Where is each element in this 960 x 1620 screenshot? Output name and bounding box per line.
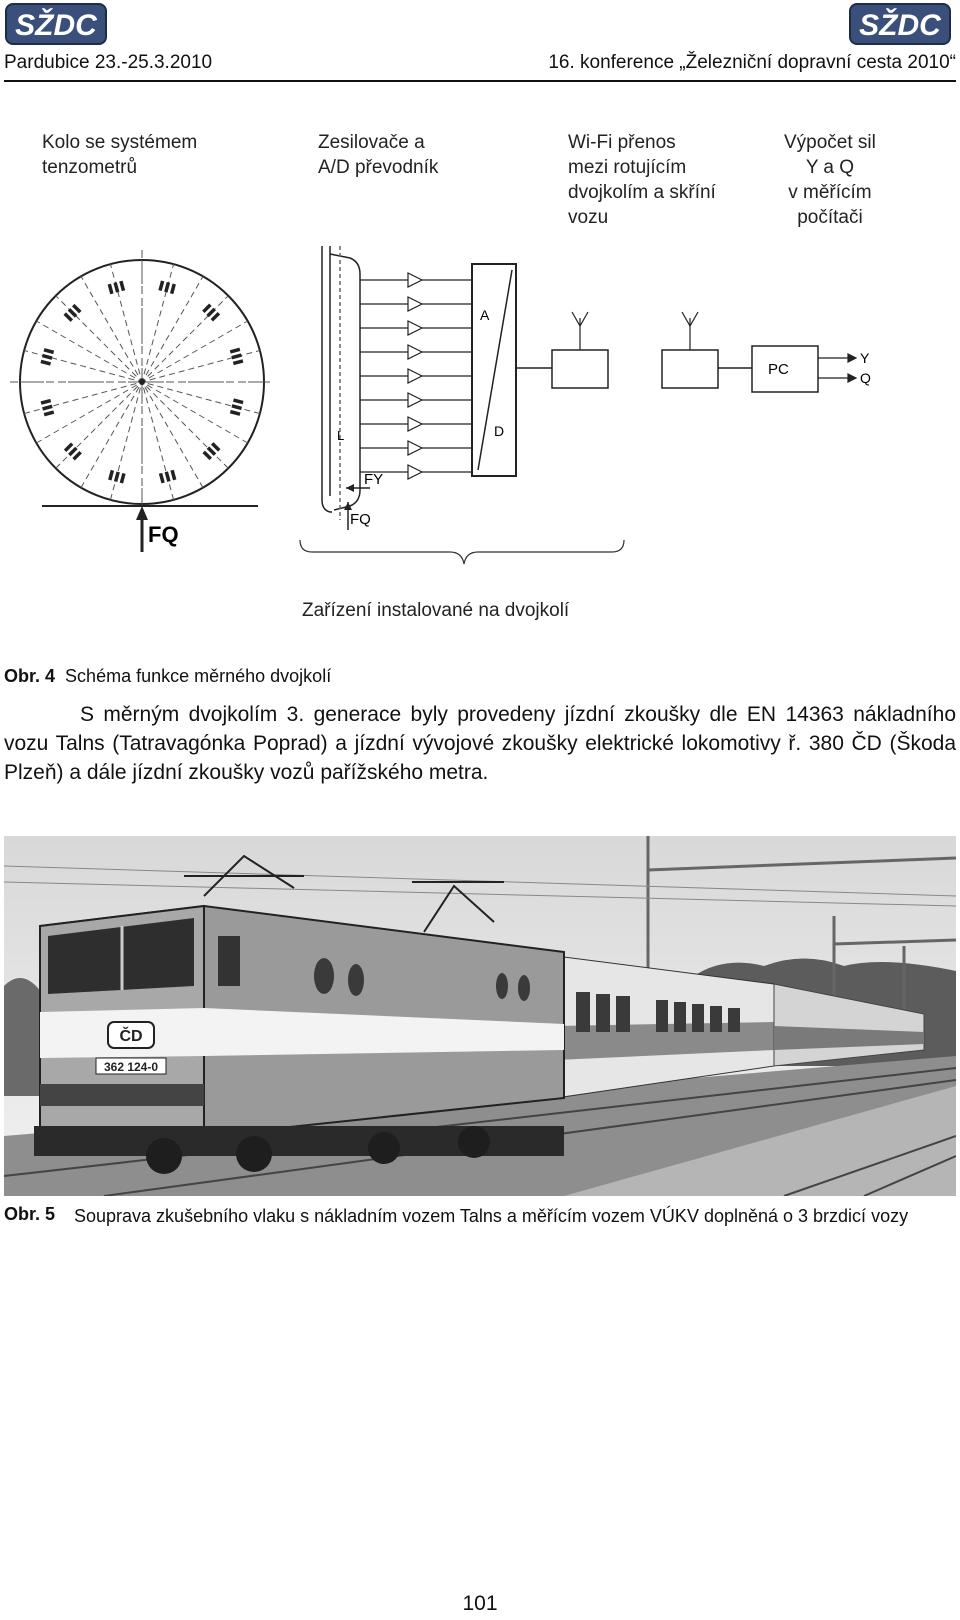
szdc-logo-right	[848, 2, 952, 46]
fq-label: FQ	[148, 522, 179, 547]
strain-gauge	[230, 398, 244, 416]
strain-gauge	[230, 348, 244, 366]
strain-gauge	[108, 470, 126, 484]
fy-label: FY	[364, 471, 384, 488]
loco-number: 362 124-0	[103, 1060, 159, 1074]
label-amplifiers: Zesilovače a A/D převodník	[318, 132, 439, 178]
figure5-caption-number: Obr. 5	[4, 1204, 56, 1224]
label-wifi-transfer: Wi-Fi přenos mezi rotujícím dvojkolím a skříní vozu	[568, 132, 716, 228]
strain-gauge	[159, 470, 177, 484]
wheelset-diagram	[0, 240, 960, 620]
strain-gauge	[158, 280, 176, 294]
figure5-caption-text: Souprava zkušebního vlaku s nákladním vozem Talns a měřícím vozem VÚKV doplněná o 3 brzdicí vozy	[74, 1206, 909, 1226]
ad-converter	[472, 264, 516, 476]
figure4-caption	[4, 666, 331, 687]
wifi-transmitter	[552, 312, 608, 388]
amplifier-triangle	[408, 393, 422, 407]
a-label: A	[480, 307, 490, 323]
header-right-text: 16. konference „Železniční dopravní cesta 2010“	[548, 52, 956, 73]
figure4-caption-text: Schéma funkce měrného dvojkolí	[65, 666, 332, 686]
body-paragraph-block	[4, 700, 956, 787]
strain-gauge	[40, 348, 54, 366]
pc-label: PC	[768, 361, 789, 378]
strain-gauge	[108, 281, 126, 295]
figure5-caption	[4, 1204, 956, 1228]
amplifier-triangle	[408, 273, 422, 287]
label-force-computation: Výpočet sil Y a Q v měřícím počítači	[784, 132, 876, 228]
wifi-receiver	[662, 312, 718, 388]
page-number: 101	[462, 1592, 498, 1615]
amplifier-triangle	[408, 369, 422, 383]
fq-arrow	[136, 506, 148, 552]
amplifier-triangle	[408, 441, 422, 455]
amplifier-triangle	[408, 465, 422, 479]
installation-bracket	[300, 540, 624, 564]
d-label: D	[494, 423, 505, 439]
body-paragraph: S měrným dvojkolím 3. generace byly provedeny jízdní zkoušky dle EN 14363 nákladního vozu Talns (Tatravagónka Poprad) a jízdní vývojové zkoušky elektrické lokomotivy ř. 380 ČD (Škoda Plzeň) a dále jízdní zkoušky vozů pařížského metra.	[4, 703, 956, 784]
amplifier-triangle	[408, 417, 422, 431]
strain-gauge	[41, 399, 55, 417]
svg-text:SŽDC: SŽDC	[859, 9, 941, 42]
label-wheel-strain-gauges: Kolo se systémem tenzometrů	[42, 132, 198, 178]
amplifier-triangle	[408, 321, 422, 335]
q-output-label: Q	[860, 370, 871, 386]
train-photo	[4, 836, 956, 1196]
y-output-label: Y	[860, 350, 870, 366]
bracket-label: Zařízení instalované na dvojkolí	[302, 600, 570, 621]
amplifier-triangle	[408, 297, 422, 311]
svg-text:SŽDC: SŽDC	[15, 9, 97, 42]
amplifier-channels	[360, 273, 472, 479]
wheel-profile	[322, 246, 360, 520]
figure4-caption-number: Obr. 4	[4, 666, 56, 686]
header-divider	[4, 80, 956, 82]
amplifier-triangle	[408, 345, 422, 359]
pc-outputs	[818, 354, 856, 382]
szdc-logo-left	[4, 2, 108, 46]
l-label: L	[337, 428, 345, 443]
header-left-text: Pardubice 23.-25.3.2010	[4, 52, 213, 73]
wheel-with-gauges	[10, 250, 274, 514]
fq-small-label: FQ	[350, 511, 371, 528]
loco-logo: ČD	[119, 1028, 143, 1045]
